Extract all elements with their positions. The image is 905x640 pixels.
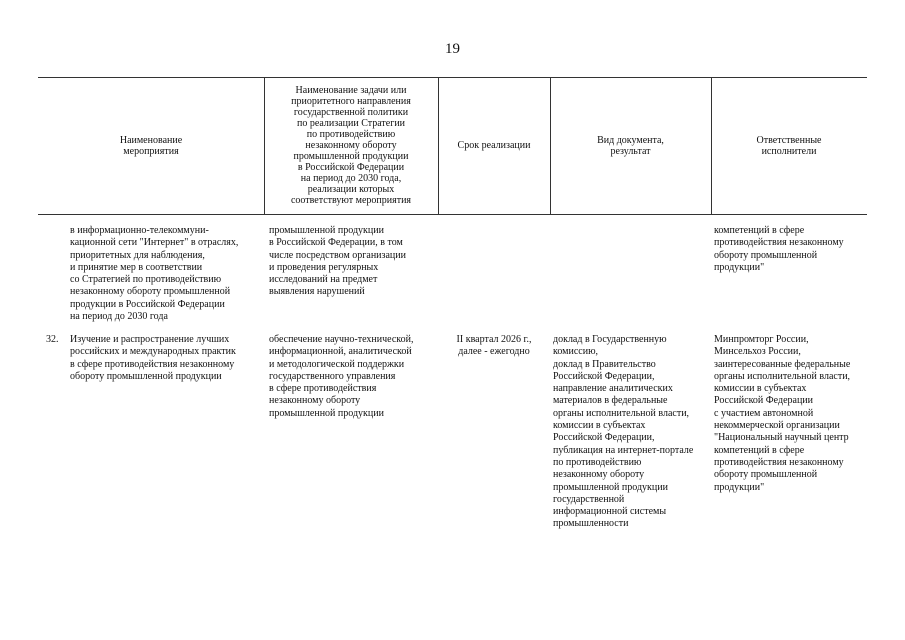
row-executors: Минпромторг России, Минсельхоз России, заинтересованные федеральные органы исполнительной власти, комиссии в субъектах Российской Федерации с участием автономной некоммерческой организации "Национальный научный центр компетенций в сфере противодействия незаконному обороту промышленной продукции" — [714, 334, 851, 493]
table-header-bottom-border — [38, 214, 867, 215]
row-task: обеспечение научно-технической, информационной, аналитической и методологической поддержки государственного управления в сфере противодействия незаконному обороту промышленной продукции — [269, 334, 414, 419]
header-result: Вид документа, результат — [597, 134, 664, 157]
row-activity: Изучение и распространение лучших российских и международных практик в сфере противодействия незаконному обороту промышленной продукции — [70, 334, 236, 382]
continuation-task: промышленной продукции в Российской Федерации, в том числе посредством организации и проведения регулярных исследований на предмет выявления нарушений — [269, 225, 406, 298]
header-task: Наименование задачи или приоритетного направления государственной политики по реализации Стратегии по противодействию незаконному обороту промышленной продукции в Российской Федерации на период до 2030 года, реализации которых соответствуют мероприятия — [290, 85, 412, 206]
row-result: доклад в Государственную комиссию, доклад в Правительство Российской Федерации, направление аналитических материалов в федеральные органы исполнительной власти, комиссии в субъектах Российской Федерации, публикация на интернет-портале по противодействию незаконному обороту промышленной продукции государственной информационной системы промышленности — [553, 334, 694, 530]
header-deadline: Срок реализации — [457, 140, 531, 151]
page-number: 19 — [445, 41, 460, 57]
header-executors: Ответственные исполнители — [756, 134, 822, 157]
row-deadline: II квартал 2026 г., далее - ежегодно — [456, 334, 532, 358]
header-activity: Наименование мероприятия — [119, 134, 183, 157]
row-number: 32. — [46, 334, 59, 345]
continuation-executors: компетенций в сфере противодействия незаконному обороту промышленной продукции" — [714, 225, 844, 273]
continuation-activity: в информационно-телекоммуни- кационной сети "Интернет" в отраслях, приоритетных для наблюдения, и принятие мер в соответствии со Стратегией по противодействию незаконному обороту промышленной продукции в Российской Федерации на период до 2030 года — [70, 225, 239, 323]
